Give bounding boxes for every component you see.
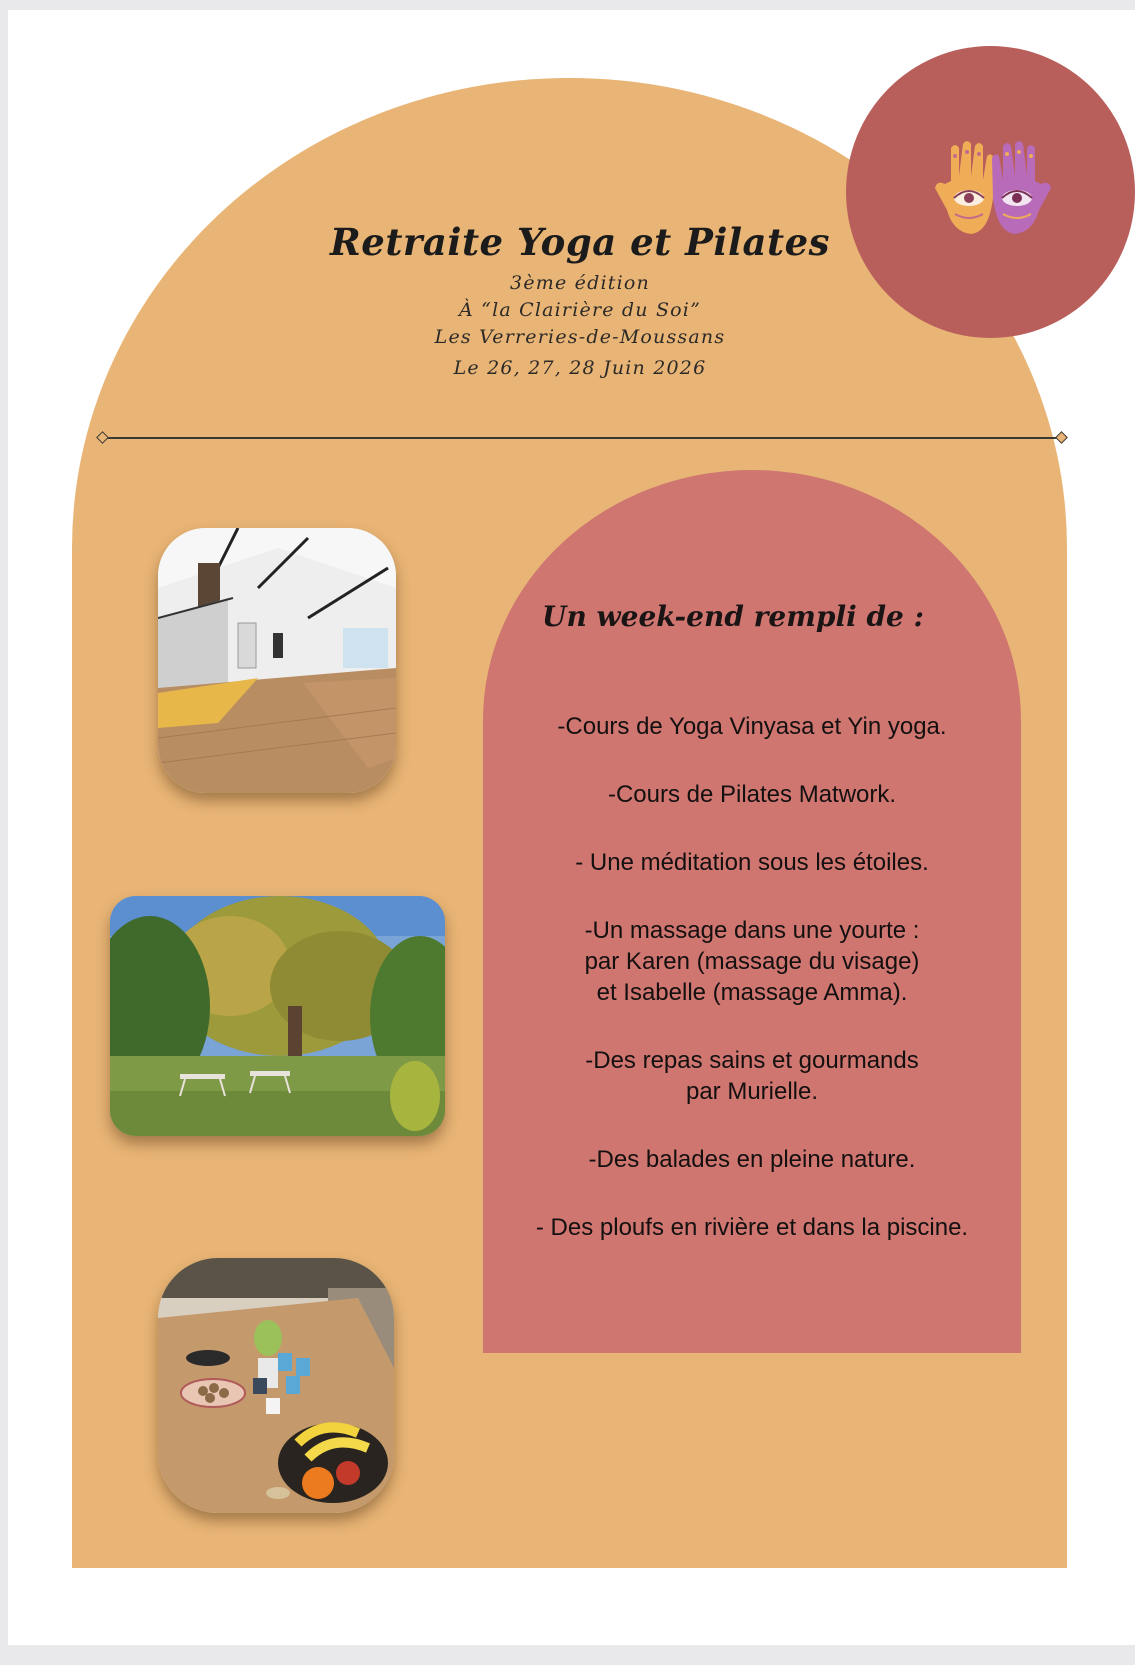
list-item-line: -Cours de Pilates Matwork.	[607, 781, 897, 808]
activities-title: Un week-end rempli de :	[542, 600, 924, 633]
town-text: Les Verreries-de-Moussans	[434, 326, 726, 348]
list-item-line: et Isabelle (massage Amma).	[596, 979, 908, 1006]
dates-text: Le 26, 27, 28 Juin 2026	[453, 357, 707, 379]
list-item-line: - Une méditation sous les étoiles.	[575, 849, 929, 876]
eye-hands-icon	[931, 136, 1056, 241]
list-item	[483, 711, 1021, 742]
list-item-line: -Cours de Yoga Vinyasa et Yin yoga.	[557, 713, 947, 740]
yoga-studio-photo	[158, 528, 396, 793]
list-item-line: -Un massage dans une yourte :	[584, 917, 920, 944]
list-item	[483, 847, 1021, 878]
list-item	[483, 1212, 1021, 1243]
edition-text: 3ème édition	[510, 272, 650, 294]
venue-text: À “la Clairière du Soi”	[459, 299, 701, 321]
list-item-line: -Des balades en pleine nature.	[588, 1146, 916, 1173]
list-item-line: - Des ploufs en rivière et dans la piscine.	[535, 1214, 969, 1241]
list-item	[483, 1144, 1021, 1175]
page-title: Retraite Yoga et Pilates	[330, 220, 830, 264]
buffet-table-photo	[158, 1258, 394, 1513]
garden-tree-photo	[110, 896, 445, 1136]
list-item	[483, 1045, 1021, 1107]
list-item-line: -Des repas sains et gourmands	[585, 1047, 919, 1074]
list-item	[483, 915, 1021, 1008]
activities-list	[483, 711, 1021, 1280]
list-item-line: par Murielle.	[685, 1078, 819, 1105]
list-item	[483, 779, 1021, 810]
divider-line	[102, 437, 1062, 439]
header-block	[250, 220, 910, 382]
list-item-line: par Karen (massage du visage)	[584, 948, 920, 975]
